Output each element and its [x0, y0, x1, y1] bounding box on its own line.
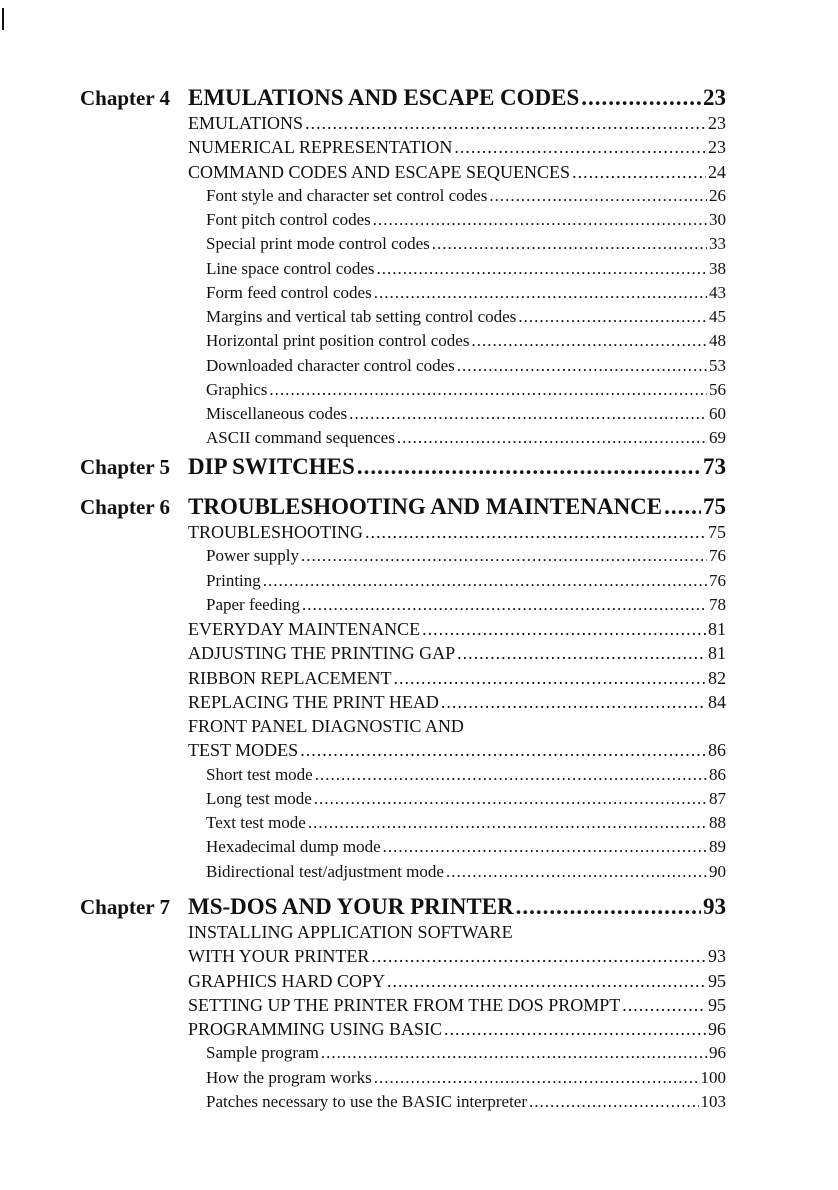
subsection-row [0, 184, 838, 208]
entry-title: Downloaded character control codes [206, 355, 455, 375]
page-number: 69 [709, 428, 726, 448]
dot-leader [308, 811, 707, 835]
page-number: 33 [709, 234, 726, 254]
dot-leader [581, 86, 701, 110]
page-number: 53 [709, 355, 726, 375]
subsection-row [0, 305, 838, 329]
toc-entry[interactable] [188, 520, 726, 544]
entry-title: NUMERICAL REPRESENTATION [188, 137, 453, 158]
dot-leader [394, 666, 706, 690]
toc-entry[interactable] [206, 305, 726, 329]
toc-entry[interactable] [188, 690, 726, 714]
dot-leader [489, 184, 707, 208]
page-number: 23 [708, 137, 726, 158]
dot-leader [371, 944, 706, 968]
toc-entry[interactable] [206, 835, 726, 859]
entry-title: Paper feeding [206, 594, 300, 614]
page-number: 38 [709, 258, 726, 278]
toc-entry[interactable] [206, 426, 726, 450]
chapter-label: Chapter 7 [80, 895, 171, 919]
entry-title: Short test mode [206, 764, 313, 784]
entry-title: Sample program [206, 1043, 319, 1063]
entry-title: Font pitch control codes [206, 210, 371, 229]
toc-entry[interactable] [206, 787, 726, 811]
subsection-row [0, 593, 838, 617]
entry-title: Power supply [206, 546, 300, 566]
section-row [0, 641, 838, 665]
subsection-row [0, 1041, 838, 1065]
dot-leader [263, 569, 707, 593]
entry-title: How the program works [206, 1067, 372, 1087]
section-row [0, 993, 838, 1017]
subsection-row [0, 208, 838, 232]
toc-entry[interactable] [206, 378, 726, 402]
entry-title: Line space control codes [206, 258, 375, 278]
page-number: 75 [708, 522, 726, 542]
toc-entry[interactable] [206, 257, 726, 281]
toc-entry[interactable] [188, 135, 726, 159]
dot-leader [365, 520, 706, 544]
section-row [0, 920, 838, 944]
page-number: 23 [708, 113, 726, 133]
chapter-label: Chapter 4 [80, 86, 171, 110]
page-number: 96 [709, 1043, 726, 1063]
entry-title: Horizontal print position control codes [206, 331, 470, 351]
entry-title: PROGRAMMING USING BASIC [188, 1019, 443, 1039]
dot-leader [454, 135, 706, 159]
page-number: 103 [700, 1091, 726, 1111]
toc-entry[interactable] [206, 860, 726, 884]
chapter-title: EMULATIONS AND ESCAPE CODES [188, 85, 580, 110]
chapter-row [0, 495, 838, 519]
subsection-row [0, 787, 838, 811]
toc-entry[interactable] [206, 1041, 726, 1065]
page-number: 86 [709, 764, 726, 784]
dot-leader [300, 738, 706, 762]
dot-leader [518, 305, 707, 329]
scan-edge-mark [2, 8, 4, 30]
dot-leader [321, 1041, 707, 1065]
section-row [0, 160, 838, 184]
dot-leader [457, 354, 707, 378]
subsection-row [0, 378, 838, 402]
section-row [0, 1017, 838, 1041]
chapter-label: Chapter 5 [80, 455, 171, 479]
entry-title: Form feed control codes [206, 282, 372, 302]
subsection-row [0, 763, 838, 787]
subsection-row [0, 1090, 838, 1114]
entry-title: Text test mode [206, 813, 306, 832]
page-number: 93 [708, 946, 726, 967]
toc-entry[interactable] [188, 666, 726, 690]
toc-entry[interactable] [188, 1017, 726, 1041]
entry-title: TEST MODES [188, 740, 299, 761]
entry-title: EMULATIONS [188, 113, 303, 133]
dot-leader [622, 993, 706, 1017]
entry-title: ASCII command sequences [206, 428, 395, 448]
entry-title: REPLACING THE PRINT HEAD [188, 691, 439, 712]
toc-entry[interactable] [206, 763, 726, 787]
section-row [0, 135, 838, 159]
dot-leader [441, 690, 706, 714]
page-number: 30 [709, 210, 726, 229]
entry-title: SETTING UP THE PRINTER FROM THE DOS PROMPT [188, 994, 621, 1015]
page-number: 23 [703, 85, 726, 110]
subsection-row [0, 860, 838, 884]
chapter-title-entry[interactable] [188, 495, 726, 519]
dot-leader [374, 281, 707, 305]
toc-entry[interactable] [188, 969, 726, 993]
section-row [0, 969, 838, 993]
subsection-row [0, 544, 838, 568]
page-number: 60 [709, 404, 726, 423]
entry-title: TROUBLESHOOTING [188, 522, 363, 542]
section-row [0, 944, 838, 968]
page-number: 26 [709, 185, 726, 205]
dot-leader [397, 426, 707, 450]
chapter-row [0, 86, 838, 110]
chapter-row [0, 455, 838, 479]
page-number: 93 [703, 894, 726, 919]
dot-leader [572, 160, 706, 184]
dot-leader [374, 1066, 699, 1090]
page-number: 48 [709, 331, 726, 351]
page-number: 81 [708, 619, 726, 639]
section-row [0, 666, 838, 690]
subsection-row [0, 835, 838, 859]
dot-leader [373, 208, 707, 232]
entry-title: Miscellaneous codes [206, 404, 348, 423]
entry-title: FRONT PANEL DIAGNOSTIC AND [188, 716, 464, 736]
toc-entry[interactable] [206, 354, 726, 378]
dot-leader [315, 763, 707, 787]
chapter-title: TROUBLESHOOTING AND MAINTENANCE [188, 494, 663, 519]
dot-leader [357, 455, 701, 479]
entry-title: Hexadecimal dump mode [206, 837, 381, 857]
toc-entry[interactable] [206, 811, 726, 835]
entry-title: COMMAND CODES AND ESCAPE SEQUENCES [188, 161, 571, 182]
section-row [0, 111, 838, 135]
dot-leader [349, 402, 707, 426]
page-number: 81 [708, 643, 726, 664]
dot-leader [301, 544, 707, 568]
page-number: 73 [703, 454, 726, 479]
toc-entry[interactable] [188, 111, 726, 135]
dot-leader [387, 969, 706, 993]
section-row [0, 714, 838, 738]
entry-title: Long test mode [206, 788, 312, 808]
dot-leader [471, 329, 707, 353]
entry-title: GRAPHICS HARD COPY [188, 970, 386, 991]
dot-leader [432, 232, 707, 256]
toc-entry[interactable] [188, 160, 726, 184]
subsection-row [0, 281, 838, 305]
subsection-row [0, 569, 838, 593]
dot-leader [422, 617, 706, 641]
toc-entry[interactable] [188, 738, 726, 762]
page-number: 95 [708, 994, 726, 1015]
entry-title: Font style and character set control codes [206, 185, 488, 205]
page-number: 95 [708, 970, 726, 991]
section-row [0, 738, 838, 762]
subsection-row [0, 232, 838, 256]
toc-entry[interactable] [188, 714, 464, 738]
dot-leader [664, 495, 701, 519]
toc-entry[interactable] [188, 641, 726, 665]
entry-title: WITH YOUR PRINTER [188, 946, 370, 967]
page-number: 45 [709, 307, 726, 326]
page-number: 24 [708, 161, 726, 182]
dot-leader [529, 1090, 698, 1114]
page-number: 84 [708, 691, 726, 712]
dot-leader [269, 378, 707, 402]
entry-title: Special print mode control codes [206, 234, 430, 254]
section-row [0, 690, 838, 714]
dot-leader [314, 787, 707, 811]
dot-leader [516, 895, 701, 919]
page-number: 75 [703, 494, 726, 519]
subsection-row [0, 426, 838, 450]
page-number: 86 [708, 740, 726, 761]
page-number: 100 [700, 1067, 726, 1087]
dot-leader [457, 641, 706, 665]
entry-title: INSTALLING APPLICATION SOFTWARE [188, 922, 513, 942]
toc-entry[interactable] [206, 184, 726, 208]
entry-title: Margins and vertical tab setting control codes [206, 307, 517, 326]
subsection-row [0, 257, 838, 281]
subsection-row [0, 354, 838, 378]
toc-entry[interactable] [206, 329, 726, 353]
dot-leader [383, 835, 707, 859]
toc-entry[interactable] [188, 993, 726, 1017]
page-number: 89 [709, 837, 726, 857]
page-number: 56 [709, 379, 726, 399]
chapter-title-entry[interactable] [188, 895, 726, 919]
page-number: 82 [708, 667, 726, 688]
toc-entry[interactable] [206, 232, 726, 256]
page-number: 76 [709, 546, 726, 566]
page-number: 76 [709, 570, 726, 590]
subsection-row [0, 1066, 838, 1090]
dot-leader [377, 257, 707, 281]
entry-title: RIBBON REPLACEMENT [188, 667, 392, 688]
subsection-row [0, 811, 838, 835]
toc-entry[interactable] [206, 208, 726, 232]
toc-entry[interactable] [206, 569, 726, 593]
page-number: 88 [709, 813, 726, 832]
entry-title: Patches necessary to use the BASIC interpreter [206, 1091, 528, 1111]
page-number: 96 [708, 1019, 726, 1039]
toc-entry[interactable] [206, 593, 726, 617]
dot-leader [446, 860, 707, 884]
subsection-row [0, 402, 838, 426]
toc-entry[interactable] [206, 1066, 726, 1090]
chapter-title: DIP SWITCHES [188, 454, 355, 479]
entry-title: Bidirectional test/adjustment mode [206, 861, 444, 881]
toc-entry[interactable] [206, 281, 726, 305]
entry-title: ADJUSTING THE PRINTING GAP [188, 643, 456, 664]
toc-entry[interactable] [188, 944, 726, 968]
page-number: 43 [709, 282, 726, 302]
section-row [0, 520, 838, 544]
entry-title: Printing [206, 570, 261, 590]
dot-leader [305, 111, 706, 135]
dot-leader [302, 593, 707, 617]
chapter-title-entry[interactable] [188, 86, 726, 110]
entry-title: Graphics [206, 379, 268, 399]
toc-entry[interactable] [188, 617, 726, 641]
toc-entry[interactable] [206, 544, 726, 568]
toc-entry[interactable] [206, 1090, 726, 1114]
page-number: 87 [709, 788, 726, 808]
toc-entry[interactable] [206, 402, 726, 426]
entry-title: EVERYDAY MAINTENANCE [188, 619, 421, 639]
dot-leader [444, 1017, 706, 1041]
section-row [0, 617, 838, 641]
page-number: 90 [709, 861, 726, 881]
chapter-row [0, 895, 838, 919]
chapter-label: Chapter 6 [80, 495, 171, 519]
subsection-row [0, 329, 838, 353]
toc-entry[interactable] [188, 920, 513, 944]
page-number: 78 [709, 594, 726, 614]
chapter-title: MS-DOS AND YOUR PRINTER [188, 894, 514, 919]
chapter-title-entry[interactable] [188, 455, 726, 479]
